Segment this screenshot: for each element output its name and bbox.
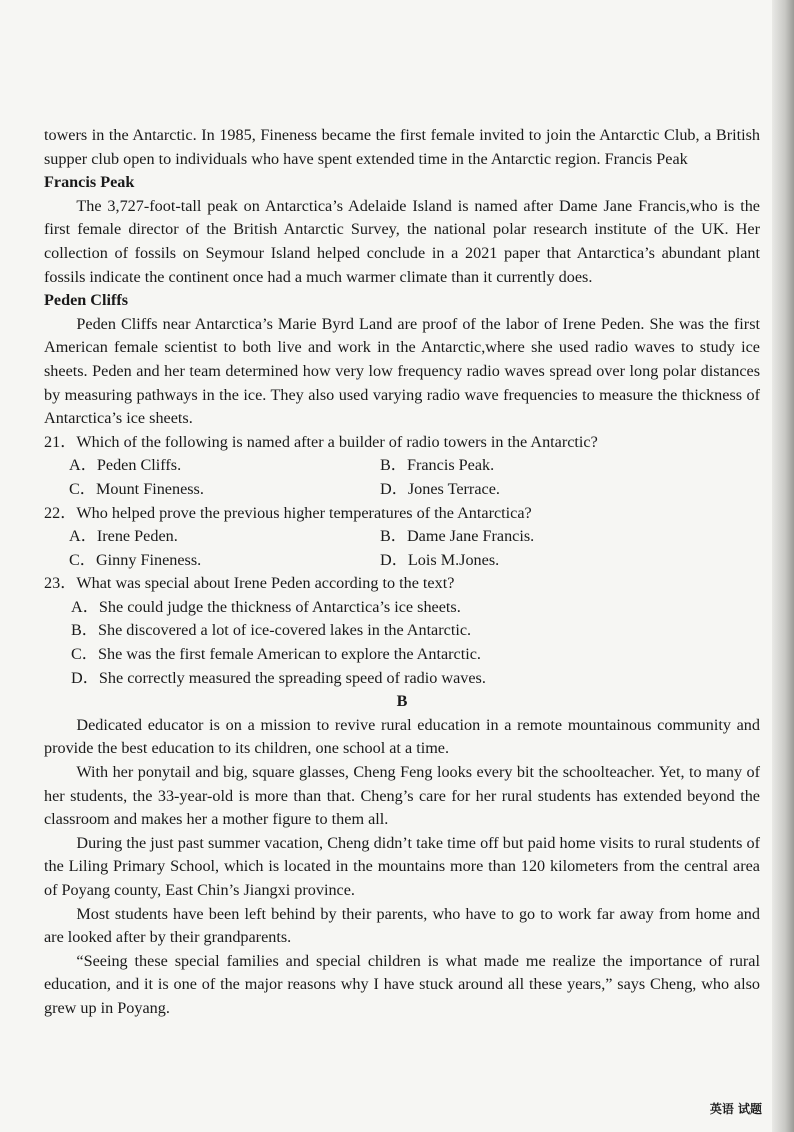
question-stem: 23．What was special about Irene Peden according to the text? [44,574,455,593]
section-b-paragraph: With her ponytail and big, square glasses, Cheng Feng looks every bit the schoolteacher. Yet, to many of her students, the 33-year-old is more than that. Cheng’s care for her rural students has extended beyond the classroom and makes her a mother figure to them all. [44,763,760,829]
question-22 [44,502,760,573]
peden-cliffs-paragraph: Peden Cliffs near Antarctica’s Marie Byrd Land are proof of the labor of Irene Peden. She was the first American female scientist to both live and work in the Antarctic,where she used radio waves to study ice sheets. Peden and her team determined how very low frequency radio waves spread over long polar distances by measuring pathways in the ice. They also used varying radio wave frequencies to measure the thickness of Antarctica’s ice sheets. [44,314,760,428]
option-a: A．Peden Cliffs. [69,456,182,475]
option-c: C．Ginny Fineness. [69,550,202,569]
page-edge-shadow [772,0,794,1132]
option-d: D．Jones Terrace. [380,479,500,498]
question-stem: 21．Which of the following is named after a builder of radio towers in the Antarctic? [44,432,598,451]
section-b-paragraph: “Seeing these special families and special children is what made me realize the importance of rural education, and it is one of the major reasons why I have stuck around all these years,” says Cheng, who also grew up in Poyang. [44,951,760,1017]
section-b-paragraph: During the just past summer vacation, Cheng didn’t take time off but paid home visits to rural students of the Liling Primary School, which is located in the mountains more than 120 kilometers from the central area of Poyang county, East Chin’s Jiangxi province. [44,833,760,899]
section-b-paragraph: Dedicated educator is on a mission to revive rural education in a remote mountainous community and provide the best education to its children, one school at a time. [44,715,760,758]
question-21 [44,431,760,502]
option-row [44,478,760,502]
page-content [44,124,760,1021]
footer-label: 英语 试题 [709,1102,762,1116]
question-stem: 22．Who helped prove the previous higher temperatures of the Antarctica? [44,503,532,522]
option-d: D．Lois M.Jones. [380,550,500,569]
option-a: A．She could judge the thickness of Antarctica’s ice sheets. [71,597,461,616]
francis-peak-heading: Francis Peak [44,173,135,192]
option-b: B．Dame Jane Francis. [380,527,535,546]
section-b-label: B [396,692,408,711]
option-row [44,525,760,549]
peden-cliffs-heading: Peden Cliffs [44,291,129,310]
section-b-paragraph: Most students have been left behind by their parents, who have to go to work far away from home and are looked after by their grandparents. [44,904,760,947]
option-b: B．Francis Peak. [380,456,495,475]
option-a: A．Irene Peden. [69,527,178,546]
option-c: C．Mount Fineness. [69,479,204,498]
option-row [44,549,760,573]
option-row [44,454,760,478]
francis-peak-paragraph: The 3,727-foot-tall peak on Antarctica’s Adelaide Island is named after Dame Jane Francis,who is the first female director of the British Antarctic Survey, the national polar research institute of the UK. Her collection of fossils on Seymour Island helped conclude in a 2021 paper that Antarctica’s abundant plant fossils indicate the continent once had a much warmer climate than it currently does. [44,196,760,286]
option-b: B．She discovered a lot of ice-covered lakes in the Antarctic. [71,621,472,640]
question-23 [44,572,760,690]
passage-a-intro: towers in the Antarctic. In 1985, Fineness became the first female invited to join the Antarctic Club, a British supper club open to individuals who have spent extended time in the Antarctic region. Francis Peak [44,126,760,168]
option-c: C．She was the first female American to explore the Antarctic. [71,645,481,664]
option-d: D．She correctly measured the spreading speed of radio waves. [71,668,486,687]
